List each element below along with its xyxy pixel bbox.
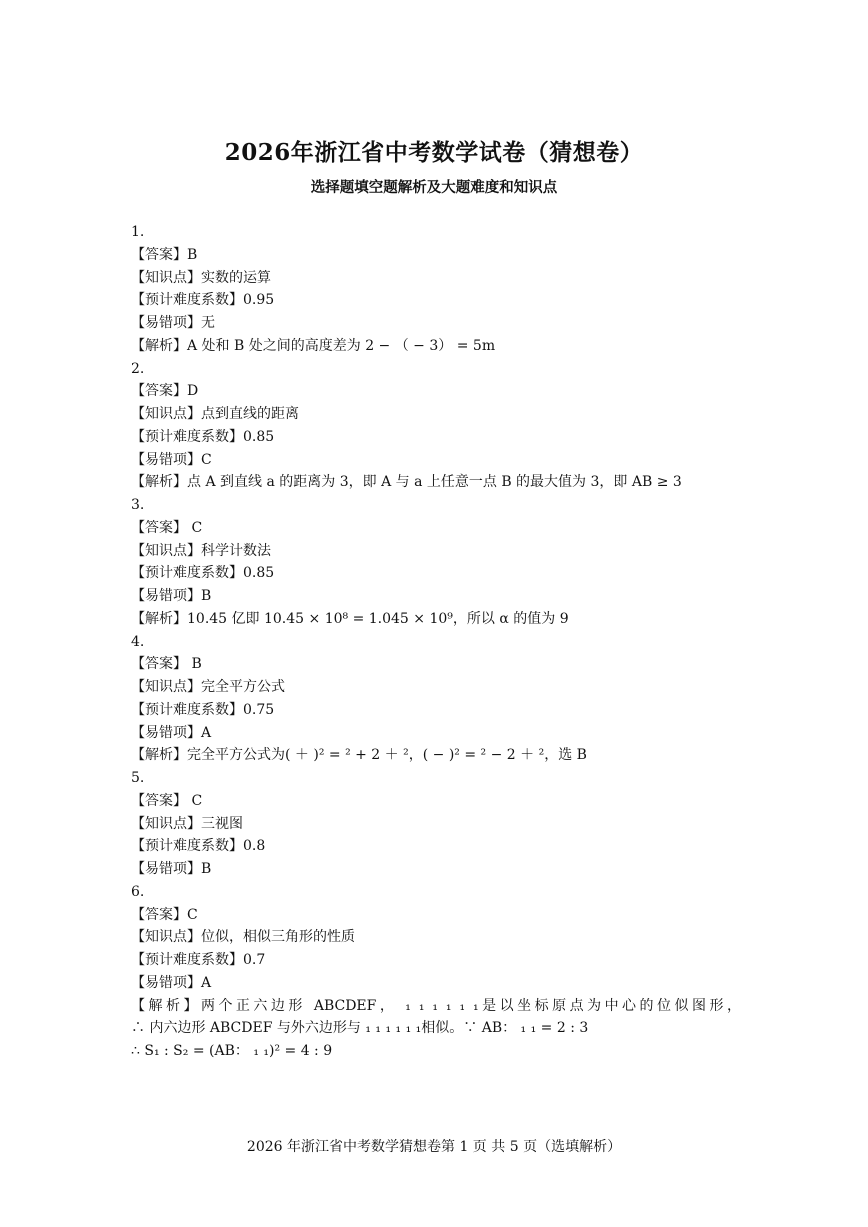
question-number: 3. bbox=[131, 497, 145, 513]
analysis-line: 【解析】两个正六边形 ABCDEF， ₁ ₁ ₁ ₁ ₁ ₁是以坐标原点为中心的位似图形， bbox=[131, 997, 741, 1014]
knowledge-line: 【知识点】实数的运算 bbox=[131, 269, 271, 286]
answer-line: 【答案】 C bbox=[131, 519, 203, 536]
error-option-line: 【易错项】A bbox=[131, 974, 212, 991]
page-title: 2026年浙江省中考数学试卷（猜想卷） bbox=[224, 139, 644, 166]
error-option-line: 【易错项】A bbox=[131, 724, 212, 741]
knowledge-line: 【知识点】三视图 bbox=[131, 815, 243, 832]
analysis-line: ∴ S₁ : S₂ = (AB： ₁ ₁)² = 4 : 9 bbox=[131, 1043, 333, 1059]
difficulty-line: 【预计难度系数】0.95 bbox=[131, 292, 275, 309]
error-option-line: 【易错项】B bbox=[131, 588, 212, 604]
answer-line: 【答案】 B bbox=[131, 656, 202, 673]
error-option-line: 【易错项】C bbox=[131, 451, 212, 468]
error-option-line: 【易错项】B bbox=[131, 861, 212, 877]
knowledge-line: 【知识点】位似，相似三角形的性质 bbox=[131, 929, 355, 946]
analysis-line: 【解析】完全平方公式为( ＋ )² = ² + 2 ＋ ²，( − )² = ² − 2 ＋ ²，选 B bbox=[131, 747, 587, 764]
knowledge-line: 【知识点】科学计数法 bbox=[131, 542, 271, 559]
question-number: 1. bbox=[131, 224, 145, 240]
analysis-line: 【解析】点 A 到直线 a 的距离为 3，即 A 与 a 上任意一点 B 的最大值为 3，即 AB ≥ 3 bbox=[131, 474, 682, 491]
answer-line: 【答案】C bbox=[131, 906, 198, 923]
knowledge-line: 【知识点】完全平方公式 bbox=[131, 679, 285, 695]
answer-line: 【答案】D bbox=[131, 383, 199, 400]
question-number: 5. bbox=[131, 770, 145, 786]
question-number: 4. bbox=[131, 633, 145, 650]
analysis-line: 【解析】10.45 亿即 10.45 × 10⁸ = 1.045 × 10⁹，所以 α 的值为 9 bbox=[131, 610, 569, 627]
difficulty-line: 【预计难度系数】0.85 bbox=[131, 428, 275, 445]
analysis-line: ∴ 内六边形 ABCDEF 与外六边形与 ₁ ₁ ₁ ₁ ₁ ₁相似。∵ AB： ₁ ₁ = 2 : 3 bbox=[131, 1020, 589, 1037]
difficulty-line: 【预计难度系数】0.8 bbox=[131, 838, 266, 855]
answer-line: 【答案】B bbox=[131, 246, 198, 263]
error-option-line: 【易错项】无 bbox=[131, 315, 215, 331]
answer-line: 【答案】 C bbox=[131, 792, 203, 809]
analysis-line: 【解析】A 处和 B 处之间的高度差为 2 − （ − 3） = 5m bbox=[131, 337, 496, 354]
page-subtitle: 选择题填空题解析及大题难度和知识点 bbox=[310, 179, 558, 196]
knowledge-line: 【知识点】点到直线的距离 bbox=[131, 406, 299, 422]
question-number: 2. bbox=[131, 360, 145, 377]
difficulty-line: 【预计难度系数】0.85 bbox=[131, 565, 275, 582]
difficulty-line: 【预计难度系数】0.75 bbox=[131, 701, 275, 718]
page-footer: 2026 年浙江省中考数学猜想卷第 1 页 共 5 页（选填解析） bbox=[246, 1139, 622, 1155]
question-number: 6. bbox=[131, 883, 145, 900]
difficulty-line: 【预计难度系数】0.7 bbox=[131, 952, 266, 968]
answer-content bbox=[131, 221, 741, 1063]
